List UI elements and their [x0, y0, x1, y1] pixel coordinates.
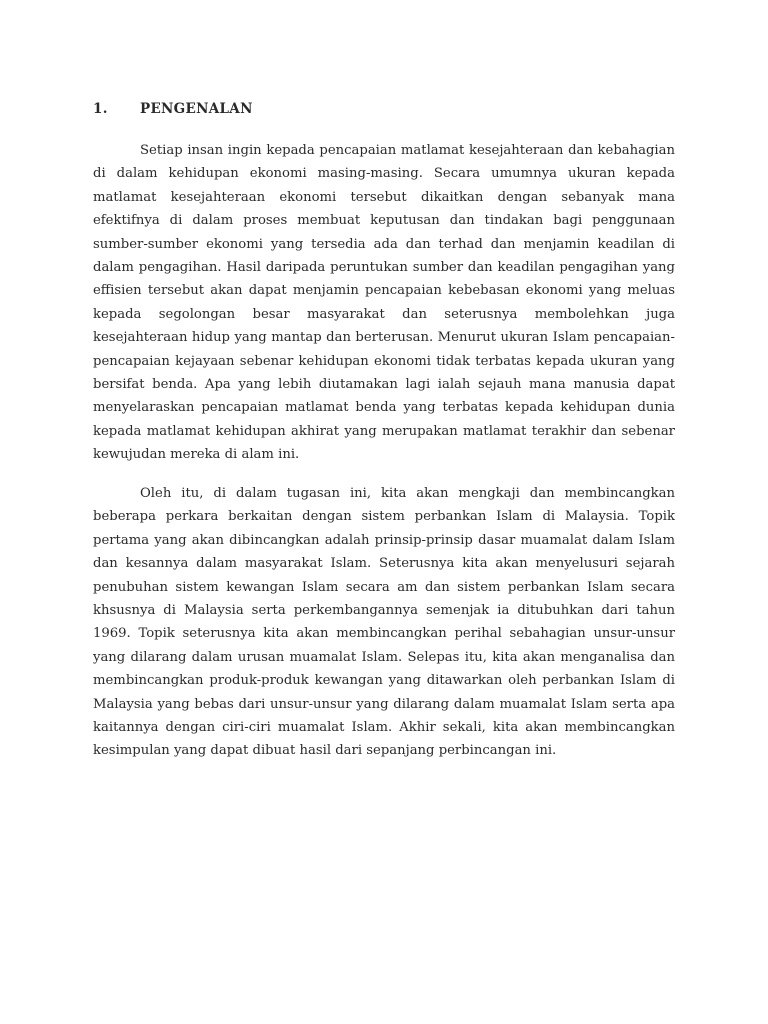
- section-title: PENGENALAN: [140, 101, 253, 117]
- section-heading: [93, 101, 253, 117]
- paragraph-scope: Oleh itu, di dalam tugasan ini, kita akan mengkaji dan membincangkan beberapa perkara berkaitan dengan sistem perbankan Islam di Malaysia. Topik pertama yang akan dibincangkan adalah prinsip-prinsip dasar muamalat dalam Islam dan kesannya dalam masyarakat Islam. Seterusnya kita akan menyelusuri sejarah penubuhan sistem kewangan Islam secara am dan sistem perbankan Islam secara khsusnya di Malaysia serta perkembangannya semenjak ia ditubuhkan dari tahun 1969. Topik seterusnya kita akan membincangkan perihal sebahagian unsur-unsur yang dilarang dalam urusan muamalat Islam. Selepas itu, kita akan menganalisa dan membincangkan produk-produk kewangan yang ditawarkan oleh perbankan Islam di Malaysia yang bebas dari unsur-unsur yang dilarang dalam muamalat Islam serta apa kaitannya dengan ciri-ciri muamalat Islam. Akhir sekali, kita akan membincangkan kesimpulan yang dapat dibuat hasil dari sepanjang perbincangan ini.: [93, 486, 675, 759]
- section-number: 1.: [93, 101, 108, 117]
- paragraph-introduction: Setiap insan ingin kepada pencapaian matlamat kesejahteraan dan kebahagian di dalam kehidupan ekonomi masing-masing. Secara umumnya ukuran kepada matlamat kesejahteraan ekonomi tersebut dikaitkan dengan sebanyak mana efektifnya di dalam proses membuat keputusan dan tindakan bagi penggunaan sumber-sumber ekonomi yang tersedia ada dan terhad dan menjamin keadilan di dalam pengagihan. Hasil daripada peruntukan sumber dan keadilan pengagihan yang effisien tersebut akan dapat menjamin pencapaian kebebasan ekonomi yang meluas kepada segolongan besar masyarakat dan seterusnya membolehkan juga kesejahteraan hidup yang mantap dan berterusan. Menurut ukuran Islam pencapaian-pencapaian kejayaan sebenar kehidupan ekonomi tidak terbatas kepada ukuran yang bersifat benda. Apa yang lebih diutamakan lagi ialah sejauh mana manusia dapat menyelaraskan pencapaian matlamat benda yang terbatas kepada kehidupan dunia kepada matlamat kehidupan akhirat yang merupakan matlamat terakhir dan sebenar kewujudan mereka di alam ini.: [93, 143, 675, 463]
